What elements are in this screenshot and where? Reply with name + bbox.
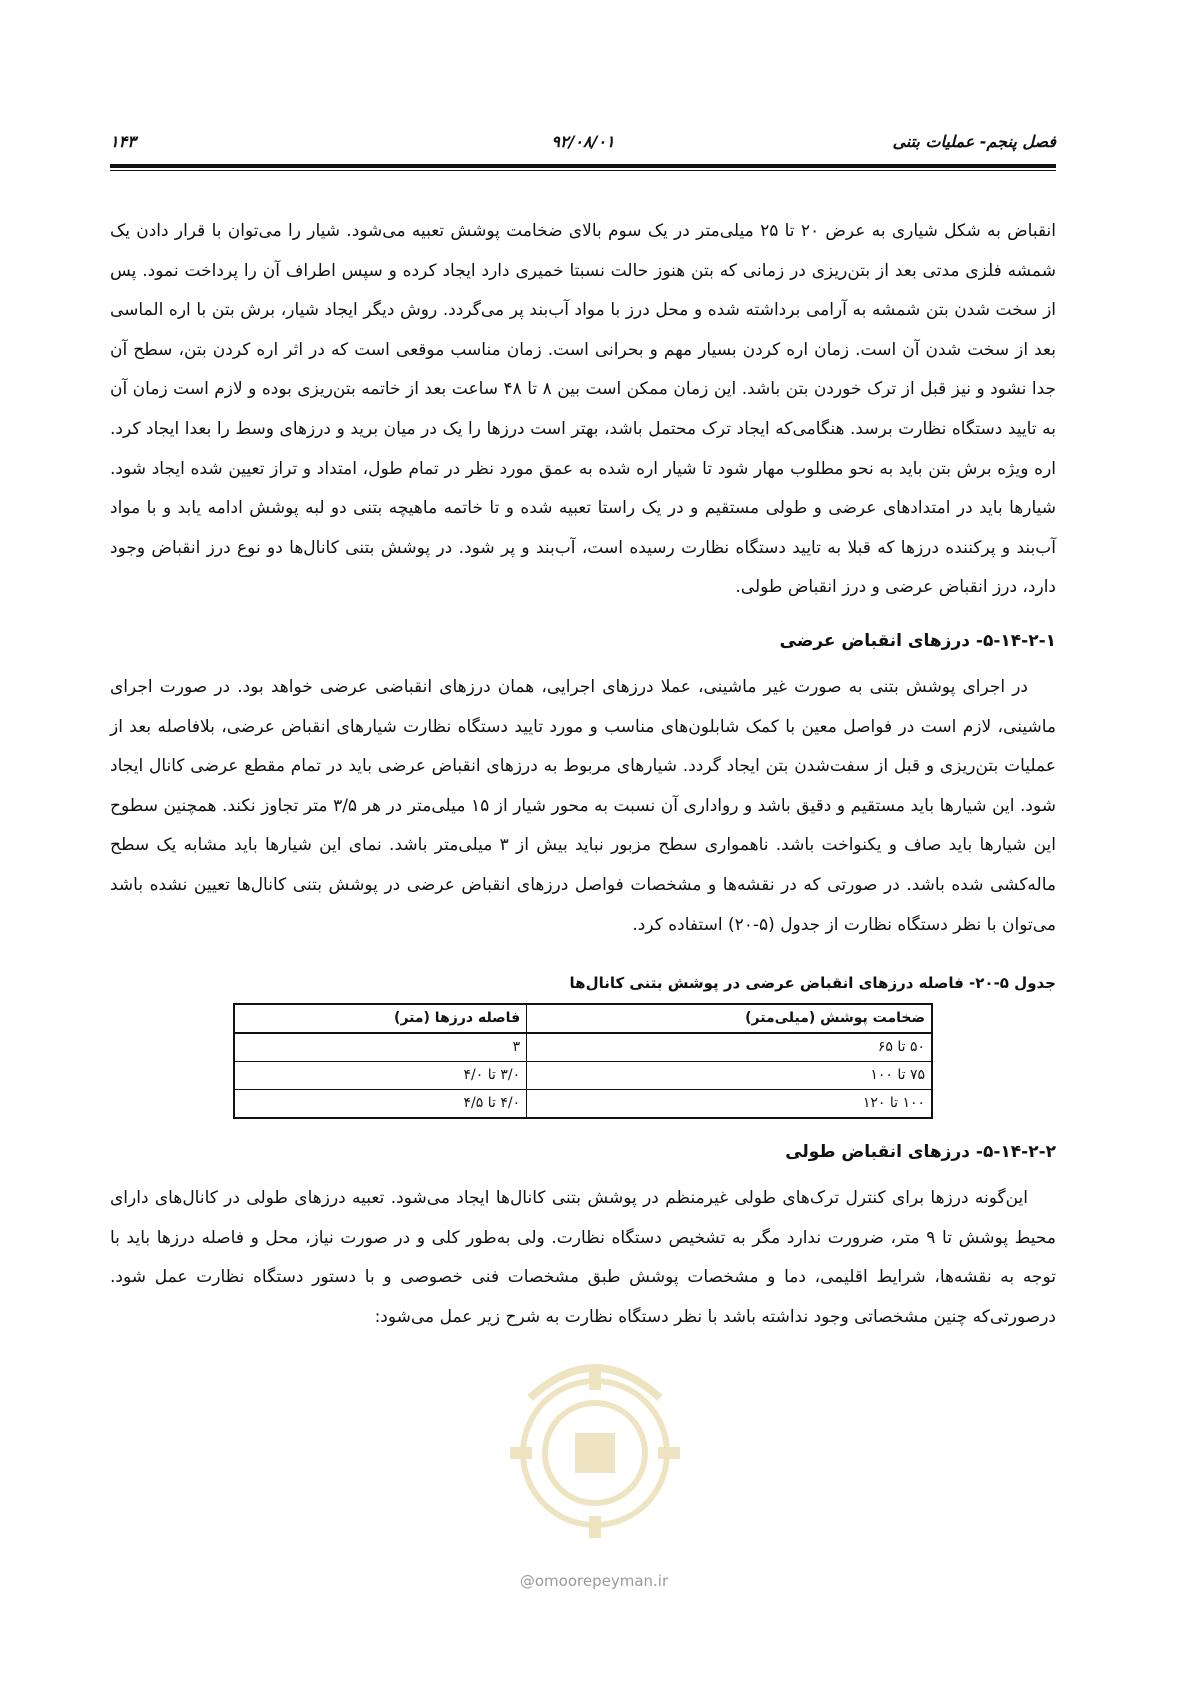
header-date: ۹۲/۰۸/۰۱ <box>551 132 615 151</box>
table-row <box>234 1090 932 1119</box>
header-rule-thick <box>110 164 1056 168</box>
table-caption: جدول ۵-۲۰- فاصله درزهای انقباض عرضی در پوشش بتنی کانال‌ها <box>569 974 1056 993</box>
page-number: ۱۴۳ <box>110 132 136 151</box>
joint-spacing-table <box>233 1003 933 1119</box>
table-row <box>234 1062 932 1090</box>
table-row <box>234 1033 932 1062</box>
section-heading-longitudinal: ۵-۱۴-۲-۲- درزهای انقباض طولی <box>785 1142 1056 1163</box>
header-rule-thin <box>110 170 1056 171</box>
section-heading-transverse: ۵-۱۴-۲-۱- درزهای انقباض عرضی <box>779 630 1056 651</box>
table-header-row <box>234 1004 932 1033</box>
table-cell: ۳/۰ تا ۴/۰ <box>234 1062 527 1090</box>
page-content <box>110 212 1056 1337</box>
table-header-thickness: ضخامت پوشش (میلی‌متر) <box>527 1004 932 1033</box>
transverse-paragraph: در اجرای پوشش بتنی به صورت غیر ماشینی، عملا درزهای اجرایی، همان درزهای انقباضی عرضی خواهد بود. در صورت اجرای ماشینی، لازم است در فواصل معین با کمک شابلون‌های مناسب و مورد تایید دستگاه نظارت شیارهای انقباض عرضی، بلافاصله بعد از عملیات بتن‌ریزی و قبل از سفت‌شدن بتن ایجاد گردد. شیارهای مربوط به درزهای انقباض عرضی باید در تمام مقطع عرضی کانال ایجاد شود. این شیارها باید مستقیم و دقیق باشد و رواداری آن نسبت به محور شیار از ۱۵ میلی‌متر در هر ۳/۵ متر تجاوز نکند. همچنین سطوح این شیارها باید صاف و یکنواخت باشد. ناهمواری سطح مزبور نباید بیش از ۳ میلی‌متر باشد. نمای این شیارها باید مشابه یک سطح ماله‌کشی شده باشد. در صورتی که در نقشه‌ها و مشخصات فواصل درزهای انقباض عرضی در پوشش بتنی کانال‌ها تعیین نشده باشد می‌توان با نظر دستگاه نظارت از جدول (۵-۲۰) استفاده کرد. <box>110 676 1056 935</box>
watermark-site: @omoorepeyman.ir <box>519 1572 669 1590</box>
table-header-spacing: فاصله درزها (متر) <box>234 1004 527 1033</box>
longitudinal-paragraph: این‌گونه درزها برای کنترل ترک‌های طولی غیرمنظم در پوشش بتنی کانال‌ها ایجاد می‌شود. تعبیه درزهای طولی در کانال‌های دارای محیط پوشش تا ۹ متر، ضرورت ندارد مگر به تشخیص دستگاه نظارت. ولی به‌طور کلی و در صورت نیاز، محل و فاصله درزها باید با توجه به نقشه‌ها، شرایط اقلیمی، دما و مشخصات پوشش طبق مشخصات فنی خصوصی و با دستور دستگاه نظارت عمل شود. درصورتی‌که چنین مشخصاتی وجود نداشته باشد با نظر دستگاه نظارت به شرح زیر عمل می‌شود: <box>110 1188 1056 1327</box>
watermark-logo-icon <box>490 1338 700 1578</box>
chapter-title: فصل پنجم- عملیات بتنی <box>892 132 1056 151</box>
table-cell: ۳ <box>234 1033 527 1062</box>
table-cell: ۵۰ تا ۶۵ <box>527 1033 932 1062</box>
page-header <box>110 132 1056 160</box>
table-cell: ۷۵ تا ۱۰۰ <box>527 1062 932 1090</box>
table-cell: ۱۰۰ تا ۱۲۰ <box>527 1090 932 1119</box>
table-cell: ۴/۰ تا ۴/۵ <box>234 1090 527 1119</box>
intro-paragraph: انقباض به شکل شیاری به عرض ۲۰ تا ۲۵ میلی‌متر در یک سوم بالای ضخامت پوشش تعبیه می‌شود. شیار را می‌توان با قرار دادن یک شمشه فلزی مدتی بعد از بتن‌ریزی در زمانی که بتن هنوز حالت نسبتا خمیری دارد ایجاد کرده و سپس اطراف آن را پرداخت نمود. پس از سخت شدن بتن شمشه به آرامی برداشته شده و محل درز با مواد آب‌بند پر می‌گردد. روش دیگر ایجاد شیار، برش بتن با اره الماسی بعد از سخت شدن آن است. زمان اره کردن بسیار مهم و بحرانی است. زمان مناسب موقعی است که در اثر اره کردن بتن، سطح آن جدا نشود و نیز قبل از ترک خوردن بتن باشد. این زمان ممکن است بین ۸ تا ۴۸ ساعت بعد از خاتمه بتن‌ریزی بوده و لازم است زمان آن به تایید دستگاه نظارت برسد. هنگامی‌که ایجاد ترک محتمل باشد، بهتر است درزها را یک در میان برید و درزهای وسط را بعدا ایجاد کرد. اره ویژه برش بتن باید به نحو مطلوب مهار شود تا شیار اره شده به عمق مورد نظر در تمام طول، امتداد و تراز تعیین شده ایجاد شود. شیارها باید در امتدادهای عرضی و طولی مستقیم و در یک راستا تعبیه شده و تا خاتمه ماهیچه بتنی دو لبه پوشش ادامه یابد و با مواد آب‌بند و پرکننده درزها که قبلا به تایید دستگاه نظارت رسیده است، آب‌بند و پر شود. در پوشش بتنی کانال‌ها دو نوع درز انقباض وجود دارد، درز انقباض عرضی و درز انقباض طولی. <box>110 221 1057 598</box>
